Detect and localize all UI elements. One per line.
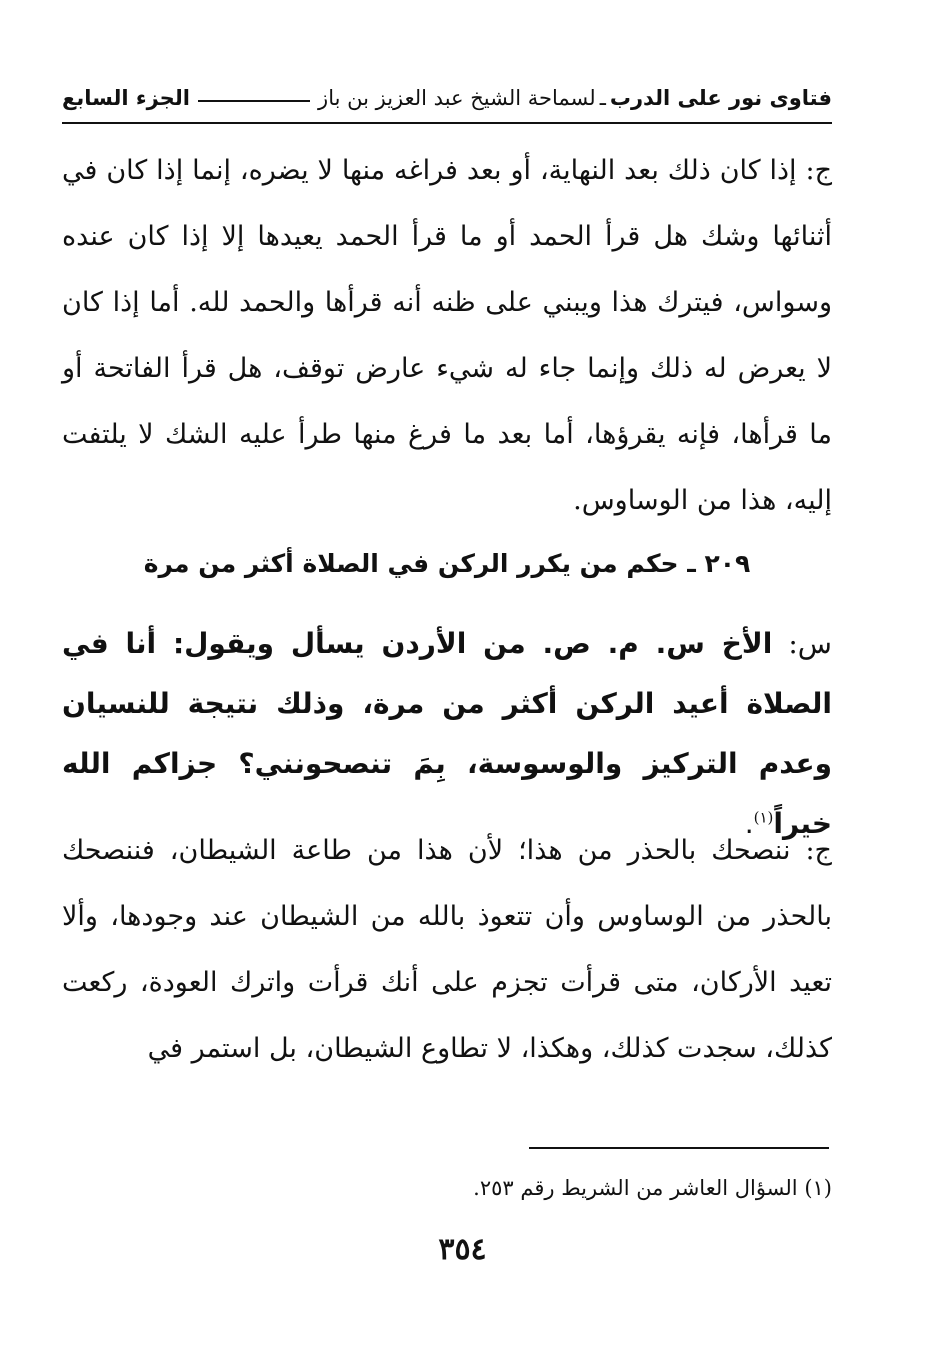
running-header: [62, 76, 832, 120]
footnote-separator: [529, 1147, 829, 1149]
header-underline: [62, 122, 832, 124]
answer-paragraph-2: [62, 818, 832, 1082]
header-author: لسماحة الشيخ عبد العزيز بن باز: [318, 86, 596, 110]
header-leader-rule: [198, 100, 310, 102]
answer-paragraph-1: [62, 138, 832, 534]
header-book-title: فتاوى نور على الدرب: [609, 86, 832, 110]
question-prefix: س:: [788, 627, 832, 660]
header-title-group: [318, 86, 832, 110]
footnote: (١) السؤال العاشر من الشريط رقم ٢٥٣.: [473, 1176, 832, 1200]
answer-2-text: ج: ننصحك بالحذر من هذا؛ لأن هذا من طاعة الشيطان، فننصحك بالحذر من الوساوس وأن تتعوذ بالله من الشيطان عند وجودها، وألا تعيد الأركان، متى قرأت تجزم على أنك قرأت واترك العودة، ركعت كذلك، سجدت كذلك، وهكذا، لا تطاوع الشيطان، بل استمر في: [62, 835, 832, 1064]
header-volume: الجزء السابع: [62, 86, 190, 110]
footnote-reference[interactable]: (١): [753, 808, 774, 827]
page-number: ٣٥٤: [438, 1232, 487, 1267]
section-heading: ٢٠٩ ـ حكم من يكرر الركن في الصلاة أكثر من مرة: [143, 549, 751, 578]
answer-1-text: ج: إذا كان ذلك بعد النهاية، أو بعد فراغه منها لا يضره، إنما إذا كان في أثنائها وشك هل قرأ الحمد أو ما قرأ الحمد يعيدها إلا إذا كان عنده وسواس، فيترك هذا ويبني على ظنه أنه قرأها والحمد لله. أما إذا كان لا يعرض له ذلك وإنما جاء له شيء عارض توقف، هل قرأ الفاتحة أو ما قرأها، فإنه يقرؤها، أما بعد ما فرغ منها طرأ عليه الشك لا يلتفت إليه، هذا من الوساوس.: [62, 155, 832, 516]
question-end: .: [744, 807, 754, 840]
question-text: الأخ س. م. ص. من الأردن يسأل ويقول: أنا في الصلاة أعيد الركن أكثر من مرة، وذلك نتيجة للنسيان وعدم التركيز والوسوسة، بِمَ تنصحونني؟ جزاكم الله خيراً: [62, 627, 832, 840]
header-dash: ـ: [599, 86, 606, 110]
